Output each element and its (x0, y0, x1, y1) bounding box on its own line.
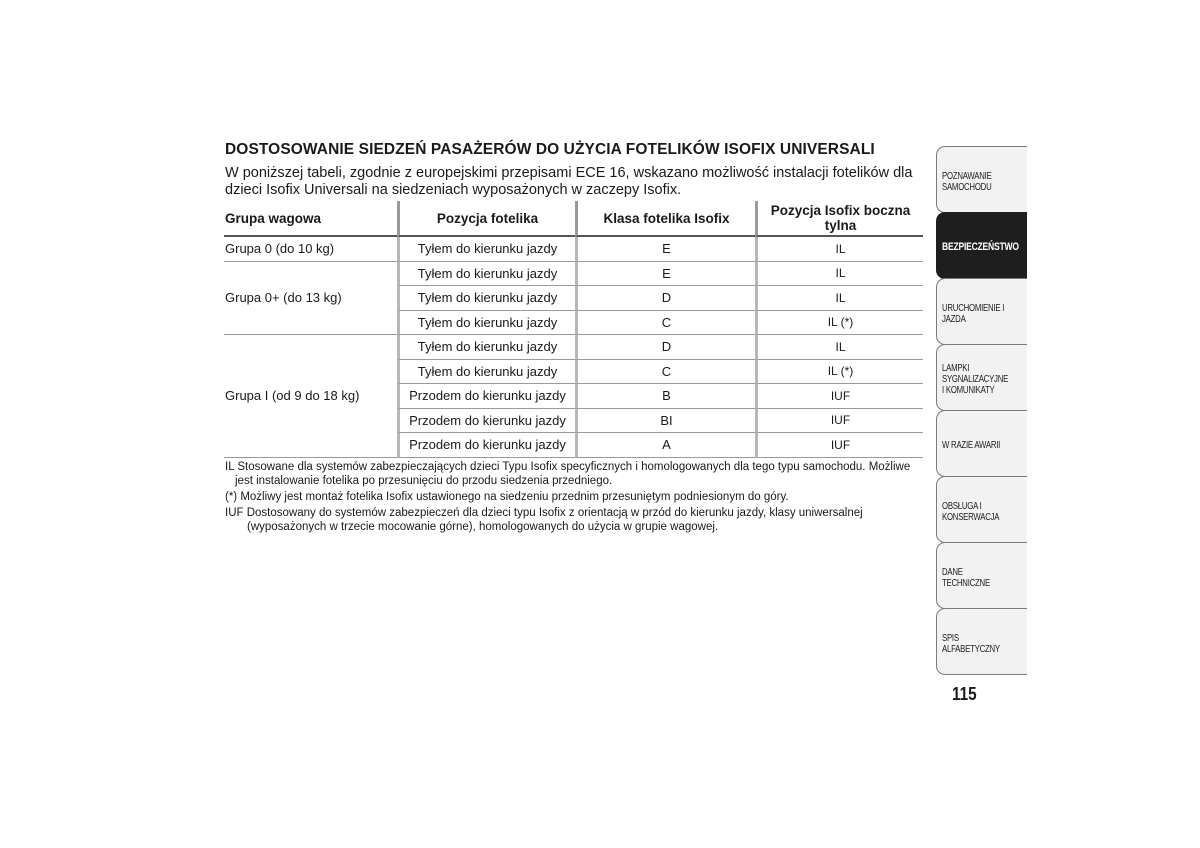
tab-poznawanie-samochodu[interactable] (936, 146, 1027, 213)
tab-label: DANE TECHNICZNE (942, 566, 990, 589)
tab-label: OBSŁUGA I KONSERWACJA (942, 500, 1000, 523)
isofix-cell: IL (755, 237, 923, 262)
class-cell: D (575, 335, 755, 360)
isofix-cell: IL (755, 335, 923, 360)
header-position: Pozycja fotelika (397, 201, 575, 237)
footnotes (225, 460, 925, 536)
tab-label: URUCHOMIENIE I JAZDA (942, 302, 1005, 325)
note-il (225, 460, 925, 488)
position-cell: Przodem do kierunku jazdy (397, 384, 575, 409)
isofix-cell: IUF (755, 433, 923, 458)
class-cell: A (575, 433, 755, 458)
note-star: (*) Możliwy jest montaż fotelika Isofix ustawionego na siedzeniu przednim przesuniętym podniesionym do góry. (225, 491, 789, 503)
position-cell: Tyłem do kierunku jazdy (397, 360, 575, 385)
position-cell: Tyłem do kierunku jazdy (397, 262, 575, 287)
table-row (224, 262, 923, 287)
tab-obsluga-i-konserwacja[interactable] (936, 476, 1027, 543)
header-group: Grupa wagowa (224, 201, 397, 237)
isofix-cell: IL (*) (755, 311, 923, 336)
note-il-line1: IL Stosowane dla systemów zabezpieczających dzieci Typu Isofix specyficznych i homologowanych dla tego typu samochodu. Możliwe (225, 461, 911, 473)
tab-label: BEZPIECZEŃSTWO (942, 241, 1019, 253)
group-label: Grupa 0 (do 10 kg) (224, 237, 397, 262)
class-cell: D (575, 286, 755, 311)
chapter-tabs (936, 146, 1027, 674)
position-cell: Przodem do kierunku jazdy (397, 433, 575, 458)
header-class: Klasa fotelika Isofix (575, 201, 755, 237)
tab-w-razie-awarii[interactable] (936, 410, 1027, 477)
page-number: 115 (952, 684, 977, 704)
class-cell: C (575, 311, 755, 336)
intro-paragraph: W poniższej tabeli, zgodnie z europejskimi przepisami ECE 16, wskazano możliwość instalacji fotelików dla dzieci Isofix Universali na siedzeniach wyposażonych w zaczepy Isofix. (225, 165, 913, 198)
position-cell: Tyłem do kierunku jazdy (397, 335, 575, 360)
section-heading: DOSTOSOWANIE SIEDZEŃ PASAŻERÓW DO UŻYCIA FOTELIKÓW ISOFIX UNIVERSALI (225, 141, 875, 158)
position-cell: Tyłem do kierunku jazdy (397, 286, 575, 311)
group-label: Grupa I (od 9 do 18 kg) (224, 335, 397, 458)
isofix-cell: IUF (755, 409, 923, 434)
position-cell: Tyłem do kierunku jazdy (397, 311, 575, 336)
group-label: Grupa 0+ (do 13 kg) (224, 262, 397, 336)
position-cell: Tyłem do kierunku jazdy (397, 237, 575, 262)
class-cell: BI (575, 409, 755, 434)
table-row (224, 335, 923, 360)
table-row (224, 237, 923, 262)
tab-label: SPIS ALFABETYCZNY (942, 632, 1000, 655)
note-iuf (225, 506, 925, 534)
table-header-row (224, 201, 923, 237)
note-il-line2: jest instalowanie fotelika po przesunięciu do przodu siedzenia przedniego. (235, 475, 613, 487)
class-cell: E (575, 262, 755, 287)
class-cell: C (575, 360, 755, 385)
tab-spis-alfabetyczny[interactable] (936, 608, 1027, 675)
tab-label: POZNAWANIE SAMOCHODU (942, 170, 992, 193)
tab-label: W RAZIE AWARII (942, 440, 1001, 451)
isofix-cell: IL (755, 286, 923, 311)
tab-dane-techniczne[interactable] (936, 542, 1027, 609)
tab-bezpieczenstwo[interactable] (936, 212, 1027, 279)
header-isofix-rear: Pozycja Isofix boczna tylna (755, 201, 923, 237)
isofix-cell: IUF (755, 384, 923, 409)
note-iuf-line2: (wyposażonych w trzecie mocowanie górne), homologowanych do użycia w grupie wagowej. (247, 521, 719, 533)
tab-lampki-sygnalizacyjne[interactable] (936, 344, 1027, 411)
class-cell: E (575, 237, 755, 262)
tab-label: LAMPKI SYGNALIZACYJNE I KOMUNIKATY (942, 363, 1009, 396)
isofix-table (224, 201, 923, 458)
position-cell: Przodem do kierunku jazdy (397, 409, 575, 434)
isofix-cell: IL (755, 262, 923, 287)
isofix-cell: IL (*) (755, 360, 923, 385)
note-iuf-line1: IUF Dostosowany do systemów zabezpieczeń dla dzieci typu Isofix z orientacją w przód do kierunku jazdy, klasy uniwersalnej (225, 507, 863, 519)
tab-uruchomienie-i-jazda[interactable] (936, 278, 1027, 345)
class-cell: B (575, 384, 755, 409)
